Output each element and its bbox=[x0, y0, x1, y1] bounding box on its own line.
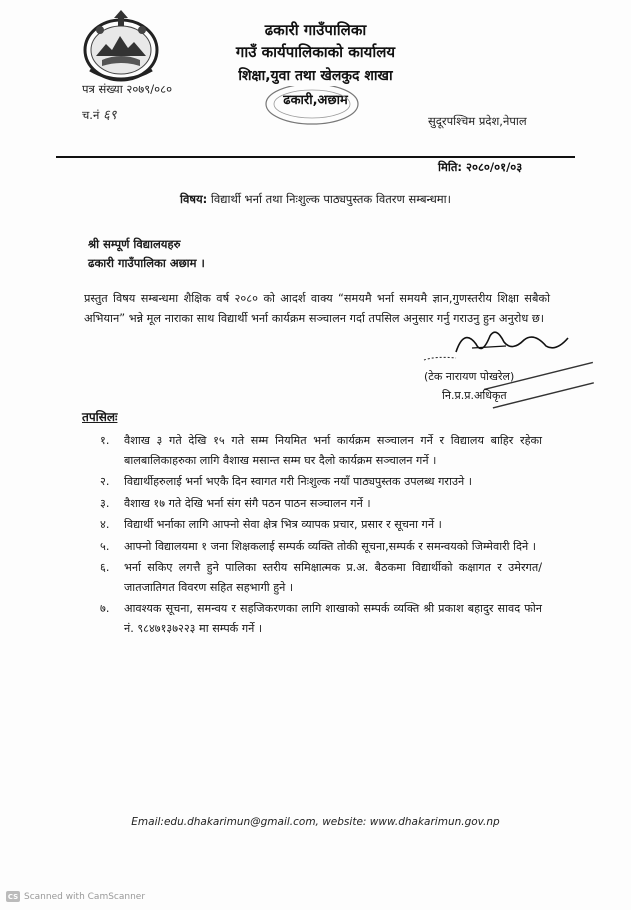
details-heading: तपसिलः bbox=[82, 410, 118, 424]
details-list bbox=[100, 431, 542, 640]
addressee-line-1: श्री सम्पूर्ण विद्यालयहरु bbox=[88, 237, 181, 251]
dispatch-value: ६९ bbox=[103, 108, 117, 123]
subject-line bbox=[0, 192, 631, 207]
province-address: सुदूरपश्चिम प्रदेश,नेपाल bbox=[428, 114, 527, 128]
list-item-text: भर्ना सकिए लगत्तै हुने पालिका स्तरीय समिक्षात्मक प्र.अ. बैठकमा विद्यार्थीको कक्षागत र उमेरगत/जातजातिगत विवरण सहित सहभागी हुने । bbox=[124, 561, 542, 594]
footer-contact: Email:edu.dhakarimun@gmail.com, website: www.dhakarimun.gov.np bbox=[131, 816, 500, 828]
list-item bbox=[100, 472, 542, 492]
list-item-number: २. bbox=[100, 475, 110, 488]
dispatch-label: च.नं bbox=[82, 108, 100, 122]
list-item bbox=[100, 537, 542, 557]
letter-number: पत्र संख्या २०७९/०८० bbox=[82, 82, 173, 96]
list-item bbox=[100, 431, 542, 470]
office-location: ढकारी,अछाम bbox=[283, 93, 348, 108]
subject-text: विद्यार्थी भर्ना तथा निःशुल्क पाठ्यपुस्तक वितरण सम्बन्धमा। bbox=[210, 192, 452, 206]
list-item bbox=[100, 558, 542, 597]
letter-date: मिति: २०८०/०१/०३ bbox=[438, 160, 523, 174]
body-paragraph: प्रस्तुत विषय सम्बन्धमा शैक्षिक वर्ष २०८० को आदर्श वाक्य “समयमै भर्ना समयमै ज्ञान,गुणस्तरीय शिक्षा सबैको अभियान” भन्ने मूल नाराका साथ विद्यार्थी भर्ना कार्यक्रम सञ्चालन गर्दा तपसिल अनुसार गर्नु गराउनु हुन अनुरोध छ। bbox=[84, 292, 550, 325]
org-name: ढकारी गाउँपालिका bbox=[264, 21, 367, 39]
branch-name: शिक्षा,युवा तथा खेलकुद शाखा bbox=[238, 68, 393, 84]
list-item-number: ३. bbox=[100, 496, 110, 510]
list-item-text: विद्यार्थी भर्नाका लागि आफ्नो सेवा क्षेत्र भित्र व्यापक प्रचार, प्रसार र सूचना गर्ने । bbox=[124, 518, 442, 531]
list-item bbox=[100, 599, 542, 638]
list-item-number: ४. bbox=[100, 518, 110, 531]
list-item-number: ७. bbox=[100, 602, 110, 615]
scanner-watermark bbox=[6, 891, 145, 902]
addressee-line-2: ढकारी गाउँपालिका अछाम । bbox=[88, 256, 205, 270]
list-item bbox=[100, 515, 542, 535]
camscanner-logo-icon: CS bbox=[7, 892, 19, 901]
list-item-number: ५. bbox=[100, 539, 110, 553]
signatory-name: (टेक नारायण पोखरेल) bbox=[424, 370, 515, 383]
list-item bbox=[100, 494, 542, 514]
list-item-number: ६. bbox=[100, 561, 110, 574]
list-item-number: १. bbox=[100, 434, 110, 447]
signatory-title: नि.प्र.प्र.अधिकृत bbox=[442, 389, 507, 402]
office-name: गाउँ कार्यपालिकाको कार्यालय bbox=[235, 43, 396, 61]
dispatch-number bbox=[82, 105, 117, 123]
list-item-text: आफ्नो विद्यालयमा १ जना शिक्षकलाई सम्पर्क व्यक्ति तोकी सूचना,सम्पर्क र समन्वयको जिम्मेवारी दिने । bbox=[124, 539, 536, 553]
list-item-text: आवश्यक सूचना, समन्वय र सहजिकरणका लागि शाखाको सम्पर्क व्यक्ति श्री प्रकाश बहादुर सावद फोन नं. ९८४७१३७२२३ मा सम्पर्क गर्ने । bbox=[124, 602, 542, 635]
list-item-text: विद्यार्थीहरुलाई भर्ना भएकै दिन स्वागत गरी निःशुल्क नयाँ पाठ्यपुस्तक उपलब्ध गराउने । bbox=[124, 475, 472, 488]
subject-label: विषय: bbox=[179, 192, 208, 206]
office-stamp-icon bbox=[262, 86, 362, 128]
list-item-text: वैशाख ३ गते देखि १५ गते सम्म नियमित भर्ना कार्यक्रम सञ्चालन गर्ने र विद्यालय बाहिर रहेका बालबालिकाहरुका लागि वैशाख मसान्त सम्म घर दैलो कार्यक्रम सञ्चालन गर्ने । bbox=[124, 434, 542, 467]
list-item-text: वैशाख १७ गते देखि भर्ना संग संगै पठन पाठन सञ्चालन गर्ने । bbox=[124, 496, 371, 510]
header-divider bbox=[56, 156, 575, 158]
scanner-watermark-text: Scanned with CamScanner bbox=[24, 891, 146, 902]
